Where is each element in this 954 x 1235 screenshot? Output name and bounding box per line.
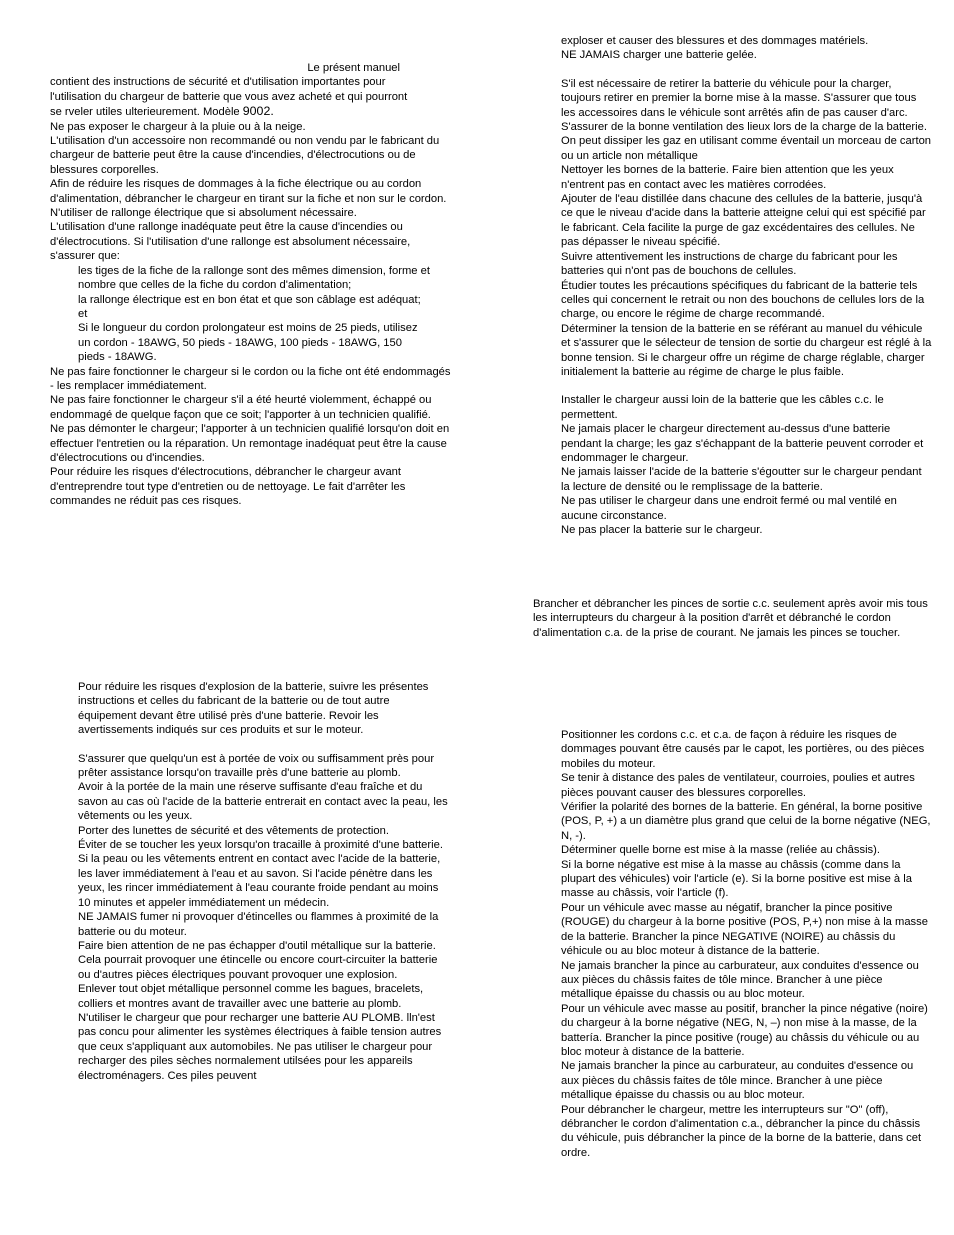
paragraph: Positionner les cordons c.c. et c.a. de façon à réduire les risques de dommages pouvant être causés par le capot, les portières, ou des pièces mobiles du moteur. — [561, 729, 925, 770]
left-top-section — [50, 61, 456, 509]
spacer — [78, 738, 450, 752]
paragraph: Se tenir à distance des pales de ventilateur, courroies, poulies et autres pièces pouvant causer des blessures corporelles. — [561, 772, 915, 799]
paragraph: Ne pas faire fonctionner le chargeur si le cordon ou la fiche ont été endommagés - les remplacer immédiatement. — [50, 365, 451, 392]
paragraph: Ne pas démonter le chargeur; l'apporter à un technicien qualifié lorsqu'on doit en effectuer l'entretien ou la réparation. Un remontage inadéquat peut être la cause d'électrocutions ou d'incendies. — [50, 423, 450, 464]
paragraph: exploser et causer des blessures et des dommages matériels. — [561, 35, 869, 47]
paragraph: Pour réduire les risques d'explosion de la batterie, suivre les présentes instructions et celles du fabricant de la batterie ou de tout autre équipement devant être utilisé près d'une batterie. Revoir les avertissements indiqués sur ces produits et sur le moteur. — [78, 681, 429, 737]
paragraph: Faire bien attention de ne pas échapper d'outil métallique sur la batterie. Cela pourrait provoquer une étincelle ou encore court-circuiter la batterie ou d'autres pièces électriques pouvant provoquer une explosion. — [78, 939, 438, 981]
paragraph: N'utiliser le chargeur que pour recharger une batterie AU PLOMB. lln'est pas concu pour alimenter les systèmes électriques à faible tension autres que ceux s'appliquant aux automobiles. Ne pas utiliser le chargeur pour recharger des piles sèches normalement utilsées pour les appareils électroménagers. Ces piles peuvent — [78, 1011, 442, 1082]
extension-cord-conditions — [50, 264, 456, 365]
intro-model-line — [50, 104, 456, 119]
paragraph: Vérifier la polarité des bornes de la batterie. En général, la borne positive (POS, P, +) a un diamètre plus grand que celui de la borne négative (NEG, N, -). — [561, 801, 931, 842]
paragraph: L'utilisation d'une rallonge inadéquate peut être la cause d'incendies ou d'électrocutions. Si l'utilisation d'une rallonge est absolument nécessaire, s'assurer que: — [50, 221, 411, 263]
sub-item: Si le longueur du cordon prolongateur est moins de 25 pieds, utilisez un cordon - 18AWG, 50 pieds - 18AWG, 100 pieds - 18AWG, 150 pieds - 18AWG. — [78, 322, 418, 364]
paragraph: S'assurer de la bonne ventilation des lieux lors de la charge de la batterie. On peut dissiper les gaz en utilisant comme éventail un morceau de carton ou un article non métallique — [561, 121, 932, 162]
paragraph: Si la borne négative est mise à la masse au châssis (comme dans la plupart des véhicules) voir l'article (e). Si la borne positive est mise à la masse au châssis, voir l'article (f). — [561, 858, 912, 900]
paragraph: N'utiliser de rallonge électrique que si absolument nécessaire. — [50, 207, 357, 220]
paragraph: Déterminer la tension de la batterie en se référant au manuel du véhicule et s'assurer que le sélecteur de tension de sortie du chargeur est réglé à la bonne tension. Si le chargeur offre un régime de charge réglable, charger initialement la batterie au régime de charge le plus faible. — [561, 322, 932, 378]
paragraph: Déterminer quelle borne est mise à la masse (reliée au châssis). — [561, 844, 880, 857]
paragraph: Ne jamais placer le chargeur directement au-dessus d'une batterie pendant la charge; les gaz s'échappant de la batterie peuvent corroder et endommager le chargeur. — [561, 423, 924, 464]
spacer — [561, 379, 933, 393]
paragraph: Ajouter de l'eau distillée dans chacune des cellules de la batterie, jusqu'à ce que le niveau d'acide dans la batterie atteigne celui qui est spécifié par le fabricant. Cela facilite la purge de gaz excédentaires des cellules. Ne pas dépasser le niveau spécifié. — [561, 193, 926, 249]
paragraph: Nettoyer les bornes de la batterie. Faire bien attention que les yeux n'entrent pas en contact avec les matières corrodées. — [561, 164, 894, 191]
model-number: 9002. — [242, 104, 274, 119]
paragraph: NE JAMAIS fumer ni provoquer d'étincelles ou flammes à proximité de la batterie ou du moteur. — [78, 911, 439, 938]
paragraph: Ne pas faire fonctionner le chargeur s'il a été heurté violemment, échappé ou endommagé de quelque façon que ce soit; l'apporter à un technicien qualifié. — [50, 394, 432, 421]
paragraph: Porter des lunettes de sécurité et des vêtements de protection. — [78, 824, 389, 837]
paragraph: Pour débrancher le chargeur, mettre les interrupteurs sur "O" (off), débrancher le cordon d'alimentation c.a., débrancher la pince du châssis du véhicule, puis débrancher la pince de la borne de la batterie, dans cet ordre. — [561, 1103, 922, 1159]
paragraph: S'assurer que quelqu'un est à portée de voix ou suffisamment près pour prêter assistance lorsqu'on travaille près d'une batterie au plomb. — [78, 752, 435, 780]
right-top-section — [561, 34, 933, 537]
paragraph: Installer le chargeur aussi loin de la batterie que les câbles c.c. le permettent. — [561, 394, 884, 421]
paragraph: L'utilisation d'un accessoire non recommandé ou non vendu par le fabricant du chargeur de batterie peut être la cause d'incendies, d'électrocutions ou de blessures corporelles. — [50, 135, 440, 176]
intro-lead: Le présent manuel — [307, 62, 400, 74]
left-bottom-section — [78, 680, 450, 1083]
paragraph: S'il est nécessaire de retirer la batterie du véhicule pour la charger, toujours retirer en premier la borne mise à la masse. S'assurer que tous les accessoires dans le véhicule sont arrêtés afin de pas causer d'arc. — [561, 77, 917, 119]
paragraph: Pour un véhicule avec masse au positif, brancher la pince négative (noire) du chargeur à la borne négative (NEG, N, –) non mise à la masse, de la battería. Brancher la pince positive (rouge) au châssis du véhicule ou au bloc moteur à distance de la batterie. — [561, 1002, 928, 1058]
paragraph: NE JAMAIS charger une batterie gelée. — [561, 49, 757, 62]
paragraph: Éviter de se toucher les yeux lorsqu'on tracaille à proximité d'une batterie. — [78, 839, 443, 852]
paragraph: Ne pas exposer le chargeur à la pluie ou à la neige. — [50, 120, 306, 133]
intro-line: contient des instructions de sécurité et d'utilisation importantes pour — [50, 76, 386, 89]
paragraph: Brancher et débrancher les pinces de sortie c.c. seulement après avoir mis tous les interrupteurs du chargeur à la position d'arrêt et débranché le cordon d'alimentation c.a. de la prise de courant. Ne jamais les pinces se toucher. — [533, 598, 928, 639]
paragraph: Suivre attentivement les instructions de charge du fabricant pour les batteries qui n'ont pas de bouchons de cellules. — [561, 250, 898, 278]
clamps-note-section — [533, 597, 929, 640]
spacer — [561, 63, 933, 77]
right-bottom-section — [561, 728, 933, 1160]
paragraph: Ne jamais laisser l'acide de la batterie s'égoutter sur le chargeur pendant la lecture de densité ou le remplissage de la batterie. — [561, 466, 922, 493]
paragraph: Ne jamais brancher la pince au carburateur, aux conduites d'essence ou aux pièces du châssis faites de tôle mince. Brancher à une pièce métallique épaisse du chassis ou au bloc moteur. — [561, 959, 919, 1001]
paragraph: Pour un véhicule avec masse au négatif, brancher la pince positive (ROUGE) du chargeur à la borne positive (POS, P,+) non mise à la masse de la batterie. Brancher la pince NEGATIVE (NOIRE) au châssis du véhicule ou au bloc moteur à distance de la batterie. — [561, 901, 928, 958]
paragraph: Ne pas placer la batterie sur le chargeur. — [561, 524, 763, 536]
paragraph: Étudier toutes les précautions spécifiques du fabricant de la batterie tels celles qui concernent le retrait ou non des bouchons de cellules lors de la charge, ou encore le régime de charge recommandé. — [561, 279, 925, 321]
paragraph: Enlever tout objet métallique personnel comme les bagues, bracelets, colliers et montres avant de travailler avec une batterie au plomb. — [78, 983, 424, 1010]
intro-line: se rveler utiles ulterieurement. Modèle — [50, 106, 243, 119]
intro-line: l'utilisation du chargeur de batterie que vous avez acheté et qui pourront — [50, 90, 408, 103]
paragraph: Avoir à la portée de la main une réserve suffisante d'eau fraîche et du savon au cas où l'acide de la batterie entrerait en contact avec la peau, les vêtements ou les yeux. — [78, 781, 448, 823]
sub-item: les tiges de la fiche de la rallonge sont des mêmes dimension, forme et nombre que celles de la fiche du cordon d'alimentation; — [78, 264, 430, 292]
paragraph: Ne pas utiliser le chargeur dans une endroit fermé ou mal ventilé en aucune circonstance. — [561, 495, 897, 522]
paragraph: Ne jamais brancher la pince au carburateur, au conduites d'essence ou aux pièces du châssis faites de tôle mince. Brancher à une pièce métallique épaisse du chassis ou au bloc moteur. — [561, 1060, 914, 1102]
paragraph: Afin de réduire les risques de dommages à la fiche électrique ou au cordon d'alimentation, débrancher le chargeur en tirant sur la fiche et non sur le cordon. — [50, 178, 447, 205]
paragraph: Si la peau ou les vêtements entrent en contact avec l'acide de la batterie, les laver immédiatement à l'eau et au savon. Si l'acide pénètre dans les yeux, les rincer immédiatement à l'eau courante froide pendant au moins 10 minutes et appeler immédiatement un médecin. — [78, 853, 441, 909]
paragraph: Pour réduire les risques d'électrocutions, débrancher le chargeur avant d'entreprendre tout type d'entretien ou de nettoyage. Le fait d'arrêter les commandes ne réduit pas ces risques. — [50, 466, 406, 508]
sub-item: la rallonge électrique est en bon état et que son câblage est adéquat; et — [78, 293, 421, 320]
